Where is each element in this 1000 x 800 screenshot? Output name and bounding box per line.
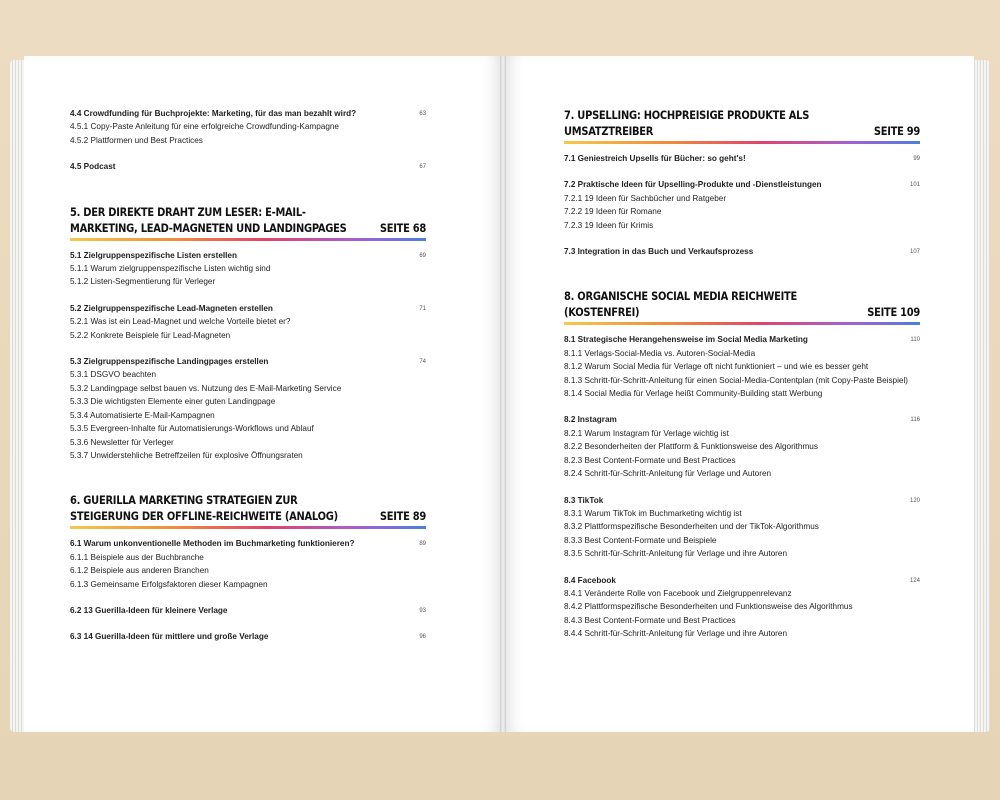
toc-entry-text: 5.2 Zielgruppenspezifische Lead-Magneten erstellen: [70, 303, 273, 313]
spacer: [564, 258, 920, 288]
toc-entry-text: 6.1 Warum unkonventionelle Methoden im Buchmarketing funktionieren?: [70, 539, 355, 549]
toc-entry-text: 8.1 Strategische Herangehensweise im Social Media Marketing: [564, 335, 808, 345]
toc-entry-text: 7.3 Integration in das Buch und Verkaufsprozess: [564, 247, 754, 257]
toc-subsection-entry: [564, 520, 920, 533]
toc-section-entry: [564, 574, 920, 587]
toc-entry-text: 5.1.2 Listen-Segmentierung für Verleger: [70, 277, 216, 287]
toc-subsection-entry: [564, 440, 920, 453]
chapter-title: 6. GUERILLA MARKETING STRATEGIEN ZUR STEIGERUNG DER OFFLINE-REICHWEITE (ANALOG): [70, 493, 338, 524]
toc-entry-text: 5.3.6 Newsletter für Verleger: [70, 437, 174, 447]
toc-entry-text: 8.1.3 Schritt-für-Schritt-Anleitung für einen Social-Media-Contentplan (mit Copy-Paste Beispiel): [564, 375, 909, 385]
toc-entry-text: 8.2.4 Schritt-für-Schritt-Anleitung für Verlage und Autoren: [564, 469, 772, 479]
toc-subsection-entry: [70, 551, 426, 564]
toc-page-number: 116: [910, 417, 920, 424]
toc-section-entry: [564, 245, 920, 258]
chapter-page-number: SEITE 109: [867, 305, 921, 320]
toc-page-number: 124: [909, 577, 920, 584]
toc-section-entry: [70, 537, 426, 550]
toc-entry-text: 5.3.5 Evergreen-Inhalte für Automatisierungs-Workflows und Ablauf: [70, 424, 314, 434]
toc-subsection-entry: [564, 547, 920, 560]
toc-entry-text: 8.1.2 Warum Social Media für Verlage oft nicht funktioniert – und wie es besser geht: [564, 362, 869, 372]
toc-page-number: 71: [419, 305, 426, 312]
chapter-page-number: SEITE 68: [379, 220, 427, 235]
toc-page-number: 96: [419, 634, 426, 641]
toc-subsection-entry: [70, 382, 426, 395]
toc-entry-text: 7.1 Geniestreich Upsells für Bücher: so geht's!: [564, 154, 746, 163]
toc-subsection-entry: [564, 192, 920, 205]
toc-section-entry: [70, 302, 426, 315]
toc-entry-text: 8.3.3 Best Content-Formate und Beispiele: [564, 535, 717, 545]
toc-subsection-entry: [564, 219, 920, 232]
spacer: [564, 481, 920, 494]
spacer: [564, 232, 920, 245]
toc-page-number: 63: [419, 111, 426, 117]
toc-page-number: 107: [909, 249, 920, 256]
toc-entry-text: 8.3.1 Warum TikTok im Buchmarketing wichtig ist: [564, 508, 742, 518]
spacer: [70, 462, 426, 492]
toc-subsection-entry: [70, 436, 426, 449]
toc-subsection-entry: [564, 534, 920, 547]
gradient-divider: [70, 526, 426, 529]
toc-entry-text: 8.2 Instagram: [564, 415, 617, 425]
toc-page-number: 67: [419, 164, 426, 171]
toc-entry-text: 8.1.1 Verlags-Social-Media vs. Autoren-Social-Media: [564, 348, 756, 358]
toc-section-entry: [70, 604, 426, 617]
toc-entry-text: 6.2 13 Guerilla-Ideen für kleinere Verlage: [70, 605, 228, 615]
gradient-divider: [70, 238, 426, 241]
toc-subsection-entry: [70, 395, 426, 408]
toc-subsection-entry: [70, 329, 426, 342]
spacer: [564, 561, 920, 574]
toc-page-number: 99: [913, 156, 920, 162]
toc-subsection-entry: [564, 467, 920, 480]
toc-subsection-entry: [70, 409, 426, 422]
toc-entry-text: 4.5.2 Plattformen und Best Practices: [70, 135, 203, 145]
toc-subsection-entry: [564, 205, 920, 218]
toc-subsection-entry: [564, 347, 920, 360]
toc-entry-text: 8.3.2 Plattformspezifische Besonderheiten und der TikTok-Algorithmus: [564, 522, 819, 532]
toc-entry-text: 5.3.1 DSGVO beachten: [70, 370, 157, 380]
toc-subsection-entry: [70, 449, 426, 462]
chapter-title: 5. DER DIREKTE DRAHT ZUM LESER: E-MAIL-MARKETING, LEAD-MAGNETEN UND LANDINGPAGES: [70, 204, 347, 235]
toc-entry-text: 6.1.3 Gemeinsame Erfolgsfaktoren dieser Kampagnen: [70, 579, 268, 589]
toc-entry-text: 7.2.1 19 Ideen für Sachbücher und Ratgeber: [564, 193, 727, 203]
toc-entry-text: 5.2.2 Konkrete Beispiele für Lead-Magneten: [70, 330, 231, 340]
toc-entry-text: 8.4 Facebook: [564, 575, 616, 585]
toc-page-number: 74: [419, 359, 426, 366]
spacer: [70, 147, 426, 160]
toc-subsection-entry: [564, 587, 920, 600]
toc-entry-text: 5.3 Zielgruppenspezifische Landingpages erstellen: [70, 357, 269, 367]
toc-page-number: 69: [419, 252, 426, 259]
toc-section-entry: [564, 333, 920, 346]
left-toc-column: [70, 107, 426, 644]
toc-entry-text: 5.3.3 Die wichtigsten Elemente einer guten Landingpage: [70, 397, 276, 407]
toc-entry-text: 6.3 14 Guerilla-Ideen für mittlere und große Verlage: [70, 632, 269, 642]
chapter-heading: [70, 492, 426, 524]
toc-subsection-entry: [564, 387, 920, 400]
toc-subsection-entry: [564, 600, 920, 613]
toc-subsection-entry: [70, 275, 426, 288]
toc-entry-text: 8.2.2 Besonderheiten der Plattform & Funktionsweise des Algorithmus: [564, 442, 818, 452]
toc-entry-text: 8.3.5 Schritt-für-Schritt-Anleitung für Verlage und ihre Autoren: [564, 549, 788, 559]
toc-subsection-entry: [564, 627, 920, 640]
toc-subsection-entry: [70, 422, 426, 435]
toc-entry-text: 4.4 Crowdfunding für Buchprojekte: Marketing, für das man bezahlt wird?: [70, 109, 357, 118]
toc-entry-text: 4.5.1 Copy-Paste Anleitung für eine erfolgreiche Crowdfunding-Kampagne: [70, 122, 339, 132]
toc-entry-text: 5.1 Zielgruppenspezifische Listen erstellen: [70, 250, 237, 260]
toc-entry-text: 6.1.1 Beispiele aus der Buchbranche: [70, 552, 204, 562]
spacer: [564, 165, 920, 178]
toc-section-entry: [70, 107, 426, 120]
toc-subsection-entry: [70, 134, 426, 147]
toc-entry-text: 8.2.1 Warum Instagram für Verlage wichtig ist: [564, 428, 729, 438]
toc-entry-text: 5.1.1 Warum zielgruppenspezifische Listen wichtig sind: [70, 264, 271, 274]
chapter-page-number: SEITE 99: [873, 124, 921, 138]
toc-entry-text: 8.1.4 Social Media für Verlage heißt Community-Building statt Werbung: [564, 389, 823, 399]
chapter-title: 7. UPSELLING: HOCHPREISIGE PRODUKTE ALS UMSATZTREIBER: [564, 108, 810, 138]
toc-entry-text: 8.3 TikTok: [564, 495, 604, 505]
toc-page-number: 120: [909, 497, 920, 504]
toc-entry-text: 7.2.2 19 Ideen für Romane: [564, 207, 662, 217]
book-gutter: [500, 56, 506, 732]
toc-section-entry: [70, 355, 426, 368]
gradient-divider: [564, 322, 920, 325]
chapter-title: 8. ORGANISCHE SOCIAL MEDIA REICHWEITE (KOSTENFREI): [564, 289, 798, 320]
toc-entry-text: 8.4.2 Plattformspezifische Besonderheiten und Funktionsweise des Algorithmus: [564, 602, 853, 612]
chapter-heading: [564, 107, 920, 139]
spacer: [70, 174, 426, 204]
toc-subsection-entry: [70, 315, 426, 328]
toc-section-entry: [70, 160, 426, 173]
spacer: [70, 617, 426, 630]
toc-section-entry: [564, 413, 920, 426]
spacer: [70, 289, 426, 302]
toc-entry-text: 5.3.4 Automatisierte E-Mail-Kampagnen: [70, 410, 215, 420]
toc-subsection-entry: [70, 564, 426, 577]
toc-entry-text: 8.4.3 Best Content-Formate und Best Practices: [564, 615, 736, 625]
toc-section-entry: [564, 178, 920, 191]
toc-entry-text: 7.2.3 19 Ideen für Krimis: [564, 220, 654, 230]
spacer: [70, 591, 426, 604]
toc-page-number: 101: [909, 182, 920, 189]
toc-subsection-entry: [564, 614, 920, 627]
toc-subsection-entry: [564, 454, 920, 467]
right-toc-column: [564, 107, 920, 641]
toc-entry-text: 4.5 Podcast: [70, 162, 116, 172]
toc-section-entry: [70, 630, 426, 643]
toc-subsection-entry: [564, 427, 920, 440]
toc-entry-text: 5.2.1 Was ist ein Lead-Magnet und welche Vorteile bietet er?: [70, 317, 291, 327]
toc-section-entry: [564, 152, 920, 165]
toc-entry-text: 7.2 Praktische Ideen für Upselling-Produkte und -Dienstleistungen: [564, 180, 822, 190]
toc-subsection-entry: [70, 578, 426, 591]
toc-subsection-entry: [70, 120, 426, 133]
toc-section-entry: [70, 249, 426, 262]
chapter-heading: [564, 288, 920, 320]
toc-page-number: 93: [419, 607, 426, 614]
toc-subsection-entry: [564, 360, 920, 373]
toc-entry-text: 8.2.3 Best Content-Formate und Best Practices: [564, 455, 736, 465]
toc-entry-text: 5.3.7 Unwiderstehliche Betreffzeilen für explosive Öffnungsraten: [70, 450, 303, 460]
chapter-heading: [70, 204, 426, 236]
toc-page-number: 89: [419, 541, 426, 548]
toc-subsection-entry: [70, 262, 426, 275]
spacer: [70, 342, 426, 355]
toc-subsection-entry: [564, 507, 920, 520]
toc-subsection-entry: [564, 374, 920, 387]
toc-section-entry: [564, 494, 920, 507]
gradient-divider: [564, 141, 920, 144]
toc-entry-text: 6.1.2 Beispiele aus anderen Branchen: [70, 566, 209, 576]
toc-page-number: 110: [910, 337, 920, 344]
spacer: [564, 400, 920, 413]
chapter-page-number: SEITE 89: [379, 509, 427, 524]
toc-entry-text: 8.4.4 Schritt-für-Schritt-Anleitung für Verlage und ihre Autoren: [564, 629, 788, 639]
toc-entry-text: 8.4.1 Veränderte Rolle von Facebook und Zielgruppenrelevanz: [564, 588, 792, 598]
toc-subsection-entry: [70, 368, 426, 381]
toc-entry-text: 5.3.2 Landingpage selbst bauen vs. Nutzung des E-Mail-Marketing Service: [70, 383, 342, 393]
